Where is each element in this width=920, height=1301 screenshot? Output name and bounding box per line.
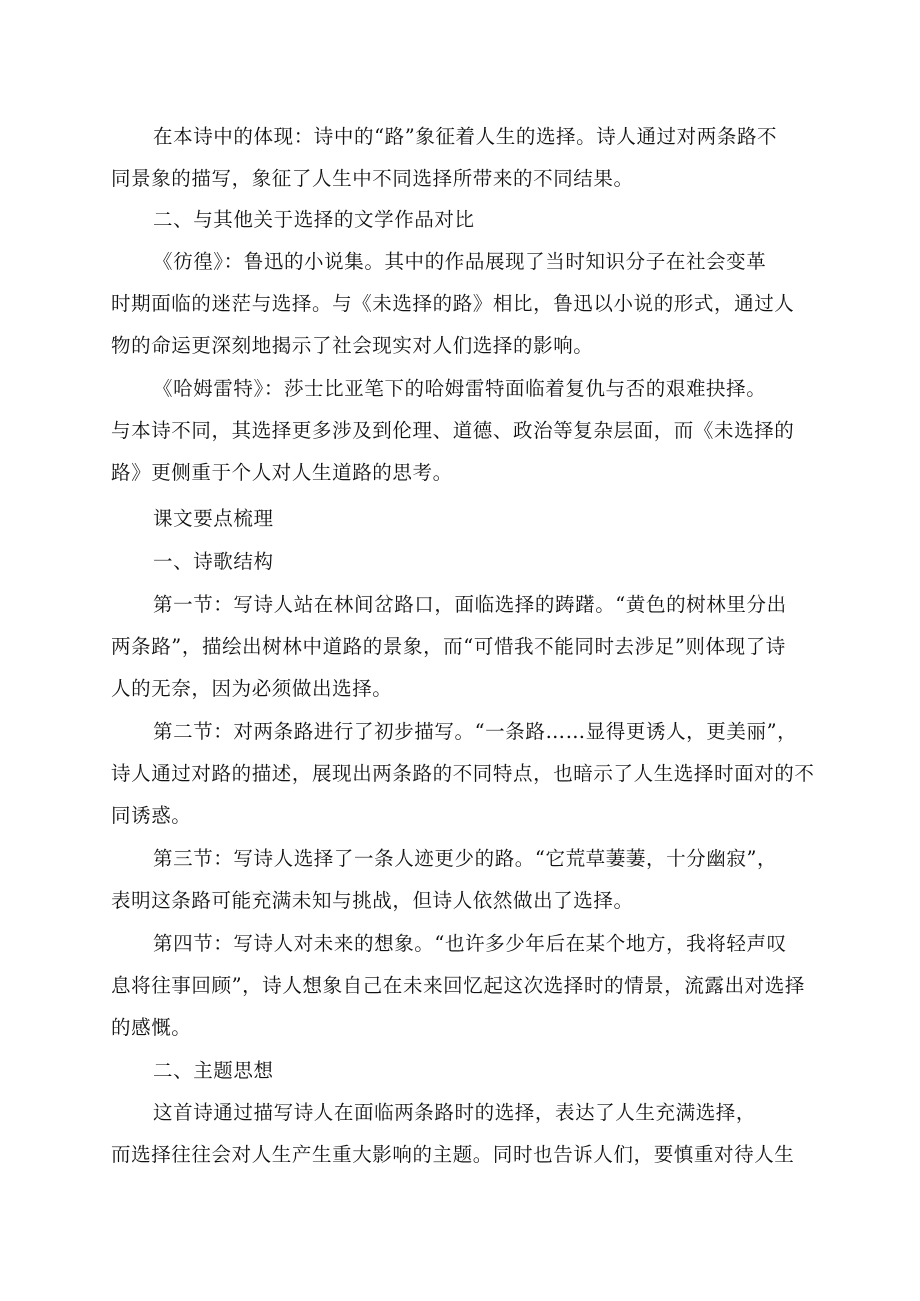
- section-heading: 一、诗歌结构: [153, 550, 274, 573]
- text-line: 第二节：对两条路进行了初步描写。“一条路……显得更诱人，更美丽”，: [153, 720, 798, 743]
- text-line: 第一节：写诗人站在林间岔路口，面临选择的踌躇。“黄色的树林里分出: [153, 593, 787, 616]
- text-line: 物的命运更深刻地揭示了社会现实对人们选择的影响。: [111, 334, 594, 357]
- text-line: 《彷徨》：鲁迅的小说集。其中的作品展现了当时知识分子在社会变革: [153, 250, 767, 273]
- text-line: 与本诗不同，其选择更多涉及到伦理、道德、政治等复杂层面，而《未选择的: [111, 419, 795, 442]
- section-heading: 课文要点梳理: [153, 507, 274, 530]
- text-line: 路》更侧重于个人对人生道路的思考。: [111, 461, 453, 484]
- text-line: 两条路”，描绘出树林中道路的景象，而“可惜我不能同时去涉足”则体现了诗: [111, 635, 786, 658]
- section-heading: 二、与其他关于选择的文学作品对比: [153, 208, 475, 231]
- text-line: 同诱惑。: [111, 804, 192, 827]
- text-line: 的感慨。: [111, 1016, 192, 1039]
- text-line: 第三节：写诗人选择了一条人迹更少的路。“它荒草萋萋，十分幽寂”，: [153, 847, 778, 870]
- text-line: 在本诗中的体现：诗中的“路”象征着人生的选择。诗人通过对两条路不: [153, 125, 778, 148]
- text-line: 而选择往往会对人生产生重大影响的主题。同时也告诉人们，要慎重对待人生: [111, 1143, 795, 1166]
- text-line: 这首诗通过描写诗人在面临两条路时的选择，表达了人生充满选择，: [153, 1101, 757, 1124]
- text-line: 诗人通过对路的描述，展现出两条路的不同特点，也暗示了人生选择时面对的不: [111, 762, 815, 785]
- text-line: 第四节：写诗人对未来的想象。“也许多少年后在某个地方，我将轻声叹: [153, 932, 787, 955]
- text-line: 表明这条路可能充满未知与挑战，但诗人依然做出了选择。: [111, 889, 634, 912]
- text-line: 时期面临的迷茫与选择。与《未选择的路》相比，鲁迅以小说的形式，通过人: [111, 292, 795, 315]
- text-line: 《哈姆雷特》：莎士比亚笔下的哈姆雷特面临着复仇与否的艰难抉择。: [153, 377, 767, 400]
- text-line: 息将往事回顾”，诗人想象自己在未来回忆起这次选择时的情景，流露出对选择: [111, 974, 805, 997]
- text-line: 人的无奈，因为必须做出选择。: [111, 677, 393, 700]
- text-line: 同景象的描写，象征了人生中不同选择所带来的不同结果。: [111, 167, 634, 190]
- section-heading: 二、主题思想: [153, 1059, 274, 1082]
